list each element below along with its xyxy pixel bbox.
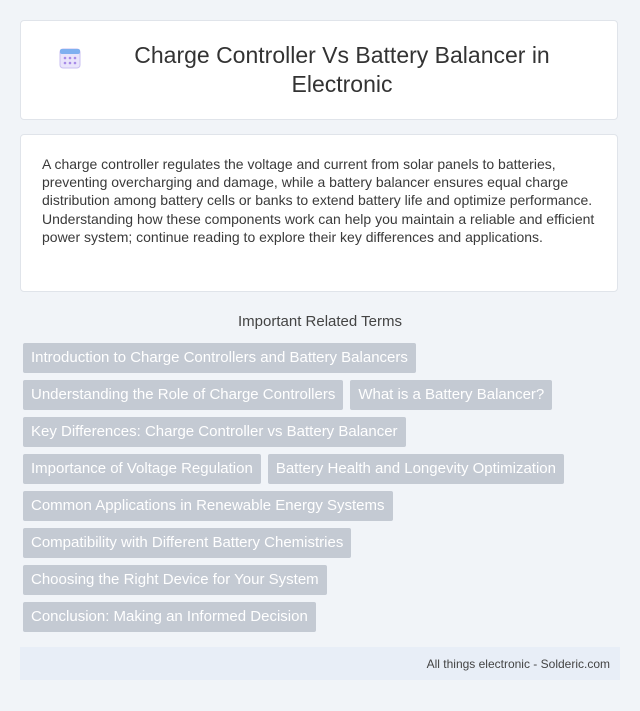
footer-text: All things electronic - Solderic.com — [426, 656, 610, 671]
related-terms-list — [23, 343, 623, 639]
summary-text: A charge controller regulates the voltage and current from solar panels to batteries, preventing overcharging and damage, while a battery balancer ensures equal charge distribution among battery cells or banks to extend battery life and optimize performance. Understanding how these components work can help you maintain a reliable and efficient power system; continue reading to explore their key differences and applications. — [42, 156, 595, 245]
related-term-tag[interactable]: Compatibility with Different Battery Chemistries — [23, 528, 351, 558]
related-term-tag[interactable]: What is a Battery Balancer? — [350, 380, 552, 410]
title-wrap — [59, 41, 579, 99]
related-terms-row — [23, 343, 623, 373]
related-terms-row — [23, 417, 623, 447]
related-term-tag[interactable]: Key Differences: Charge Controller vs Battery Balancer — [23, 417, 406, 447]
related-term-tag[interactable]: Battery Health and Longevity Optimization — [268, 454, 564, 484]
calendar-icon — [59, 47, 81, 69]
related-term-tag[interactable]: Importance of Voltage Regulation — [23, 454, 261, 484]
related-term-tag[interactable]: Common Applications in Renewable Energy Systems — [23, 491, 393, 521]
related-term-tag[interactable]: Choosing the Right Device for Your System — [23, 565, 327, 595]
title-card — [20, 20, 618, 120]
related-terms-row — [23, 602, 623, 632]
page-title: Charge Controller Vs Battery Balancer in Electronic — [134, 42, 550, 97]
related-terms-heading: Important Related Terms — [238, 313, 402, 330]
related-term-tag[interactable]: Conclusion: Making an Informed Decision — [23, 602, 316, 632]
summary-card — [20, 134, 618, 292]
related-term-tag[interactable]: Introduction to Charge Controllers and Battery Balancers — [23, 343, 416, 373]
footer — [20, 647, 620, 680]
related-terms-row — [23, 528, 623, 558]
related-terms-row — [23, 491, 623, 521]
related-term-tag[interactable]: Understanding the Role of Charge Controllers — [23, 380, 343, 410]
related-terms-row — [23, 380, 623, 410]
related-terms-row — [23, 565, 623, 595]
related-terms-row — [23, 454, 623, 484]
